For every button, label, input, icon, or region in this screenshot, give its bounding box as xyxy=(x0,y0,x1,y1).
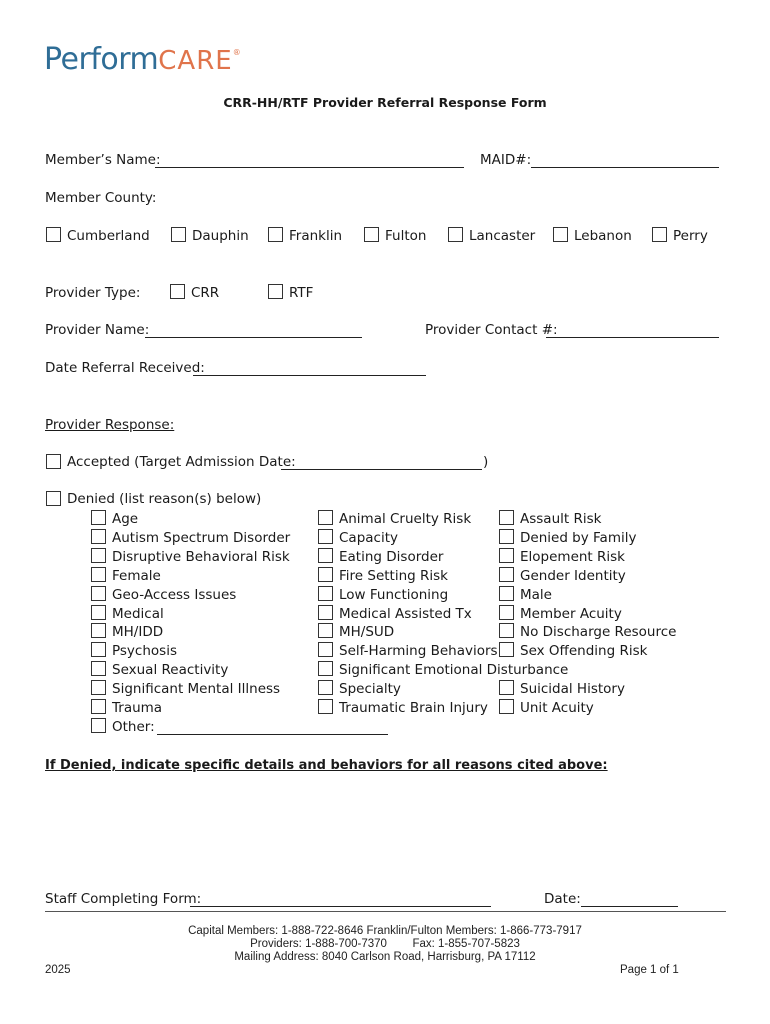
other-reason-field[interactable] xyxy=(157,734,388,735)
reason-label-sex-offending-risk: Sex Offending Risk xyxy=(520,643,648,659)
reason-label-assault-risk: Assault Risk xyxy=(520,511,602,527)
reason-label-medical: Medical xyxy=(112,606,164,622)
reason-checkbox-suicidal-history[interactable] xyxy=(499,680,514,695)
reason-checkbox-significant-emotional-disturbance[interactable] xyxy=(318,661,333,676)
reason-label-unit-acuity: Unit Acuity xyxy=(520,700,594,716)
provider-name-field[interactable] xyxy=(145,337,362,338)
provider-name-label: Provider Name: xyxy=(45,322,150,338)
reason-checkbox-denied-by-family[interactable] xyxy=(499,529,514,544)
provider-contact-label: Provider Contact #: xyxy=(425,322,558,338)
reason-checkbox-no-discharge-resource[interactable] xyxy=(499,623,514,638)
county-checkbox-perry[interactable] xyxy=(652,227,667,242)
county-label-perry: Perry xyxy=(673,228,708,244)
denied-label: Denied (list reason(s) below) xyxy=(67,491,262,507)
reason-label-fire-setting-risk: Fire Setting Risk xyxy=(339,568,448,584)
reason-label-self-harming-behaviors: Self-Harming Behaviors xyxy=(339,643,498,659)
reason-label-member-acuity: Member Acuity xyxy=(520,606,622,622)
reason-checkbox-assault-risk[interactable] xyxy=(499,510,514,525)
reason-label-mh-sud: MH/SUD xyxy=(339,624,395,640)
reason-checkbox-medical[interactable] xyxy=(91,605,106,620)
reason-label-psychosis: Psychosis xyxy=(112,643,177,659)
reason-checkbox-medical-assisted-tx[interactable] xyxy=(318,605,333,620)
reason-checkbox-male[interactable] xyxy=(499,586,514,601)
reason-checkbox-significant-mental-illness[interactable] xyxy=(91,680,106,695)
rtf-label: RTF xyxy=(289,285,314,301)
reason-checkbox-unit-acuity[interactable] xyxy=(499,699,514,714)
accepted-label: Accepted (Target Admission Date: xyxy=(67,454,296,470)
reason-label-other: Other: xyxy=(112,719,155,735)
accepted-close-paren: ) xyxy=(483,454,489,470)
member-name-field[interactable] xyxy=(155,167,464,168)
reason-checkbox-animal-cruelty-risk[interactable] xyxy=(318,510,333,525)
reason-checkbox-eating-disorder[interactable] xyxy=(318,548,333,563)
county-checkbox-fulton[interactable] xyxy=(364,227,379,242)
provider-response-heading: Provider Response: xyxy=(45,417,175,433)
county-label-franklin: Franklin xyxy=(289,228,343,244)
county-label-cumberland: Cumberland xyxy=(67,228,150,244)
date-label: Date: xyxy=(544,891,581,907)
reason-checkbox-age[interactable] xyxy=(91,510,106,525)
county-label-dauphin: Dauphin xyxy=(192,228,249,244)
reason-checkbox-low-functioning[interactable] xyxy=(318,586,333,601)
reason-label-elopement-risk: Elopement Risk xyxy=(520,549,625,565)
reason-label-male: Male xyxy=(520,587,552,603)
reason-checkbox-sexual-reactivity[interactable] xyxy=(91,661,106,676)
county-label-lebanon: Lebanon xyxy=(574,228,632,244)
reason-label-female: Female xyxy=(112,568,161,584)
reason-label-significant-mental-illness: Significant Mental Illness xyxy=(112,681,281,697)
footer-mailing-address: Mailing Address: 8040 Carlson Road, Harrisburg, PA 17112 xyxy=(234,951,536,963)
reason-checkbox-self-harming-behaviors[interactable] xyxy=(318,642,333,657)
reason-checkbox-mh-idd[interactable] xyxy=(91,623,106,638)
reason-checkbox-gender-identity[interactable] xyxy=(499,567,514,582)
county-checkbox-lancaster[interactable] xyxy=(448,227,463,242)
reason-checkbox-trauma[interactable] xyxy=(91,699,106,714)
reason-label-traumatic-brain-injury: Traumatic Brain Injury xyxy=(339,700,488,716)
reason-checkbox-specialty[interactable] xyxy=(318,680,333,695)
reason-checkbox-other[interactable] xyxy=(91,718,106,733)
reason-label-medical-assisted-tx: Medical Assisted Tx xyxy=(339,606,472,622)
county-checkbox-lebanon[interactable] xyxy=(553,227,568,242)
reason-label-capacity: Capacity xyxy=(339,530,398,546)
reason-label-sexual-reactivity: Sexual Reactivity xyxy=(112,662,229,678)
reason-label-denied-by-family: Denied by Family xyxy=(520,530,637,546)
reason-checkbox-disruptive-behavioral-risk[interactable] xyxy=(91,548,106,563)
reason-checkbox-elopement-risk[interactable] xyxy=(499,548,514,563)
county-checkbox-cumberland[interactable] xyxy=(46,227,61,242)
performcare-logo xyxy=(44,42,240,77)
reason-checkbox-traumatic-brain-injury[interactable] xyxy=(318,699,333,714)
date-field[interactable] xyxy=(581,906,678,907)
maid-field[interactable] xyxy=(531,167,719,168)
reason-label-specialty: Specialty xyxy=(339,681,401,697)
reason-label-animal-cruelty-risk: Animal Cruelty Risk xyxy=(339,511,472,527)
maid-label: MAID#: xyxy=(480,152,532,168)
crr-label: CRR xyxy=(191,285,220,301)
reason-checkbox-autism-spectrum-disorder[interactable] xyxy=(91,529,106,544)
rtf-checkbox[interactable] xyxy=(268,284,283,299)
reason-checkbox-capacity[interactable] xyxy=(318,529,333,544)
footer-members-phones: Capital Members: 1-888-722-8646 Franklin/Fulton Members: 1-866-773-7917 xyxy=(188,925,582,937)
county-checkbox-dauphin[interactable] xyxy=(171,227,186,242)
provider-type-label: Provider Type: xyxy=(45,285,141,301)
date-received-field[interactable] xyxy=(193,375,426,376)
reason-checkbox-fire-setting-risk[interactable] xyxy=(318,567,333,582)
county-checkbox-franklin[interactable] xyxy=(268,227,283,242)
reason-label-gender-identity: Gender Identity xyxy=(520,568,626,584)
denied-details-heading: If Denied, indicate specific details and behaviors for all reasons cited above: xyxy=(45,758,608,773)
reason-label-no-discharge-resource: No Discharge Resource xyxy=(520,624,677,640)
reason-checkbox-geo-access-issues[interactable] xyxy=(91,586,106,601)
logo-text-care: CARE xyxy=(158,46,233,76)
county-label-fulton: Fulton xyxy=(385,228,427,244)
footer-year: 2025 xyxy=(45,964,71,976)
member-name-label: Member’s Name: xyxy=(45,152,161,168)
form-title: CRR-HH/RTF Provider Referral Response Form xyxy=(223,95,547,110)
reason-label-mh-idd: MH/IDD xyxy=(112,624,164,640)
reason-label-age: Age xyxy=(112,511,139,527)
provider-contact-field[interactable] xyxy=(546,337,719,338)
denied-details-area[interactable] xyxy=(45,782,725,882)
footer-provider-fax: Providers: 1-888-700-7370 Fax: 1-855-707-5823 xyxy=(250,938,520,950)
reason-checkbox-mh-sud[interactable] xyxy=(318,623,333,638)
reason-label-geo-access-issues: Geo-Access Issues xyxy=(112,587,237,603)
accepted-checkbox[interactable] xyxy=(46,454,61,469)
denied-checkbox[interactable] xyxy=(46,491,61,506)
reason-label-low-functioning: Low Functioning xyxy=(339,587,449,603)
reason-checkbox-sex-offending-risk[interactable] xyxy=(499,642,514,657)
reason-checkbox-female[interactable] xyxy=(91,567,106,582)
reason-label-disruptive-behavioral-risk: Disruptive Behavioral Risk xyxy=(112,549,290,565)
crr-checkbox[interactable] xyxy=(170,284,185,299)
logo-text-perform: Perform xyxy=(44,42,159,77)
date-received-label: Date Referral Received: xyxy=(45,360,205,376)
staff-label: Staff Completing Form: xyxy=(45,891,202,907)
footer-page-number: Page 1 of 1 xyxy=(620,964,679,976)
target-admission-date-field[interactable] xyxy=(281,469,482,470)
member-county-label: Member County: xyxy=(45,190,157,206)
reason-label-significant-emotional-disturbance: Significant Emotional Disturbance xyxy=(339,662,569,678)
reason-checkbox-member-acuity[interactable] xyxy=(499,605,514,620)
reason-label-suicidal-history: Suicidal History xyxy=(520,681,625,697)
reason-label-trauma: Trauma xyxy=(112,700,163,716)
registered-mark: ® xyxy=(232,48,241,57)
reason-checkbox-psychosis[interactable] xyxy=(91,642,106,657)
staff-field[interactable] xyxy=(190,906,491,907)
reason-label-eating-disorder: Eating Disorder xyxy=(339,549,444,565)
footer-divider xyxy=(45,911,726,912)
county-label-lancaster: Lancaster xyxy=(469,228,536,244)
reason-label-autism-spectrum-disorder: Autism Spectrum Disorder xyxy=(112,530,291,546)
